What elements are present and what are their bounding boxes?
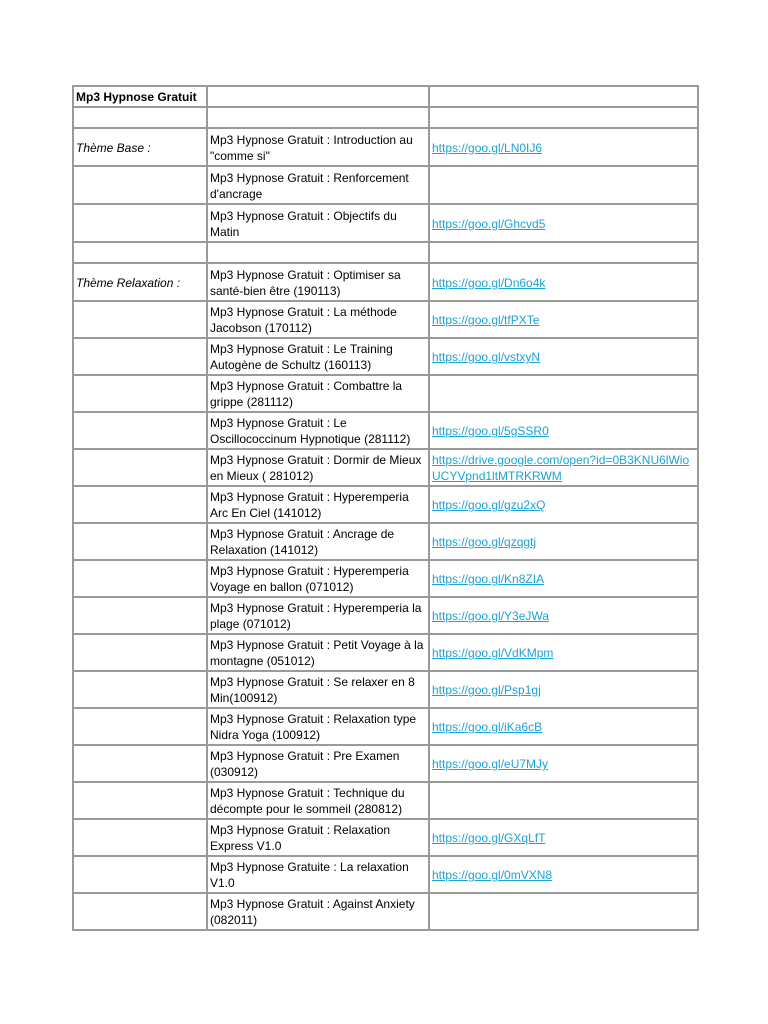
- track-title: Mp3 Hypnose Gratuit : Relaxation type Nidra Yoga (100912): [208, 709, 430, 746]
- empty-cell: [74, 167, 208, 205]
- table-row: [74, 746, 699, 783]
- track-link[interactable]: https://goo.gl/0mVXN8: [432, 868, 553, 882]
- link-cell: [430, 376, 699, 413]
- empty-cell: [74, 857, 208, 894]
- link-cell: [430, 894, 699, 931]
- empty-cell: [74, 783, 208, 820]
- table-row: [74, 857, 699, 894]
- track-link[interactable]: https://goo.gl/Y3eJWa: [432, 609, 549, 623]
- table-row: [74, 524, 699, 561]
- link-cell: [430, 709, 699, 746]
- link-cell: [430, 339, 699, 376]
- table-row: [74, 129, 699, 167]
- link-cell: [430, 598, 699, 635]
- empty-cell: [74, 339, 208, 376]
- track-title: Mp3 Hypnose Gratuite : La relaxation V1.0: [208, 857, 430, 894]
- spacer-row: [74, 243, 699, 264]
- link-cell: [430, 635, 699, 672]
- track-title: Mp3 Hypnose Gratuit : Petit Voyage à la montagne (051012): [208, 635, 430, 672]
- track-link[interactable]: https://goo.gl/iKa6cB: [432, 720, 543, 734]
- table-row: [74, 820, 699, 857]
- track-title: Mp3 Hypnose Gratuit : Ancrage de Relaxation (141012): [208, 524, 430, 561]
- track-title: Mp3 Hypnose Gratuit : Introduction au "comme si": [208, 129, 430, 167]
- track-title: Mp3 Hypnose Gratuit : Hyperemperia Arc En Ciel (141012): [208, 487, 430, 524]
- empty-cell: [74, 487, 208, 524]
- table-row: [74, 709, 699, 746]
- table-row: [74, 672, 699, 709]
- empty-cell: [74, 302, 208, 339]
- link-cell: [430, 783, 699, 820]
- header-row: [74, 87, 699, 108]
- empty-cell: [74, 598, 208, 635]
- table-row: [74, 635, 699, 672]
- empty-cell: [74, 635, 208, 672]
- track-link[interactable]: https://goo.gl/eU7MJy: [432, 757, 549, 771]
- empty-cell: [74, 894, 208, 931]
- empty-cell: [74, 709, 208, 746]
- link-cell: [430, 487, 699, 524]
- track-title: Mp3 Hypnose Gratuit : Technique du décompte pour le sommeil (280812): [208, 783, 430, 820]
- track-title: Mp3 Hypnose Gratuit : Le Oscillococcinum Hypnotique (281112): [208, 413, 430, 450]
- empty-cell: [74, 746, 208, 783]
- table-title: Mp3 Hypnose Gratuit: [74, 87, 208, 108]
- track-title: Mp3 Hypnose Gratuit : Pre Examen (030912): [208, 746, 430, 783]
- track-link[interactable]: https://goo.gl/GXqLfT: [432, 831, 546, 845]
- link-cell: [430, 413, 699, 450]
- link-cell: [430, 524, 699, 561]
- track-link[interactable]: https://goo.gl/Psp1gj: [432, 683, 541, 697]
- table-row: [74, 167, 699, 205]
- empty-cell: [74, 561, 208, 598]
- track-title: Mp3 Hypnose Gratuit : Combattre la grippe (281112): [208, 376, 430, 413]
- track-title: Mp3 Hypnose Gratuit : La méthode Jacobson (170112): [208, 302, 430, 339]
- link-cell: [430, 857, 699, 894]
- table-row: [74, 487, 699, 524]
- link-cell: [430, 205, 699, 243]
- link-cell: [430, 129, 699, 167]
- empty-cell: [74, 205, 208, 243]
- track-title: Mp3 Hypnose Gratuit : Renforcement d'ancrage: [208, 167, 430, 205]
- theme-base-label: Thème Base :: [74, 129, 208, 167]
- track-title: Mp3 Hypnose Gratuit : Le Training Autogène de Schultz (160113): [208, 339, 430, 376]
- track-title: Mp3 Hypnose Gratuit : Dormir de Mieux en Mieux ( 281012): [208, 450, 430, 487]
- link-cell: [430, 302, 699, 339]
- track-title: Mp3 Hypnose Gratuit : Se relaxer en 8 Min(100912): [208, 672, 430, 709]
- table-row: [74, 561, 699, 598]
- track-link[interactable]: https://goo.gl/qzqgtj: [432, 535, 537, 549]
- empty-cell: [74, 672, 208, 709]
- track-link[interactable]: https://goo.gl/Dn6o4k: [432, 275, 546, 290]
- track-link[interactable]: https://goo.gl/tfPXTe: [432, 313, 540, 327]
- track-link[interactable]: https://goo.gl/5gSSR0: [432, 424, 549, 438]
- link-cell: [430, 820, 699, 857]
- link-cell: [430, 561, 699, 598]
- link-cell: [430, 450, 699, 487]
- track-title: Mp3 Hypnose Gratuit : Objectifs du Matin: [208, 205, 430, 243]
- track-link[interactable]: https://goo.gl/Kn8ZIA: [432, 572, 545, 586]
- track-link[interactable]: https://drive.google.com/open?id=0B3KNU6lWioUCYVpnd1ltMTRKRWM: [432, 453, 690, 483]
- table-row: [74, 894, 699, 931]
- track-link[interactable]: https://goo.gl/VdKMpm: [432, 646, 554, 660]
- spacer-row: [74, 108, 699, 129]
- table-row: [74, 376, 699, 413]
- table-row: [74, 783, 699, 820]
- table-row: [74, 205, 699, 243]
- hypnosis-table: [72, 85, 699, 931]
- empty-cell: [208, 243, 430, 264]
- track-title: Mp3 Hypnose Gratuit : Optimiser sa santé-bien être (190113): [208, 264, 430, 302]
- empty-cell: [74, 450, 208, 487]
- track-title: Mp3 Hypnose Gratuit : Hyperemperia la plage (071012): [208, 598, 430, 635]
- empty-cell: [74, 413, 208, 450]
- link-cell: [430, 167, 699, 205]
- table-row: [74, 413, 699, 450]
- empty-cell: [74, 243, 208, 264]
- table-row: [74, 339, 699, 376]
- track-link[interactable]: https://goo.gl/Ghcvd5: [432, 216, 546, 231]
- empty-cell: [430, 108, 699, 129]
- empty-cell: [74, 524, 208, 561]
- table-row: [74, 264, 699, 302]
- track-link[interactable]: https://goo.gl/LN0IJ6: [432, 140, 543, 155]
- track-link[interactable]: https://goo.gl/vstxyN: [432, 350, 541, 364]
- track-title: Mp3 Hypnose Gratuit : Against Anxiety (082011): [208, 894, 430, 931]
- empty-cell: [74, 820, 208, 857]
- empty-cell: [74, 376, 208, 413]
- table-row: [74, 302, 699, 339]
- link-cell: [430, 746, 699, 783]
- track-title: Mp3 Hypnose Gratuit : Hyperemperia Voyage en ballon (071012): [208, 561, 430, 598]
- link-cell: [430, 264, 699, 302]
- track-link[interactable]: https://goo.gl/gzu2xQ: [432, 498, 546, 512]
- theme-relaxation-label: Thème Relaxation :: [74, 264, 208, 302]
- table-row: [74, 598, 699, 635]
- track-title: Mp3 Hypnose Gratuit : Relaxation Express V1.0: [208, 820, 430, 857]
- empty-cell: [74, 108, 208, 129]
- empty-cell: [208, 108, 430, 129]
- table-row: [74, 450, 699, 487]
- empty-cell: [430, 243, 699, 264]
- empty-cell: [208, 87, 430, 108]
- link-cell: [430, 672, 699, 709]
- empty-cell: [430, 87, 699, 108]
